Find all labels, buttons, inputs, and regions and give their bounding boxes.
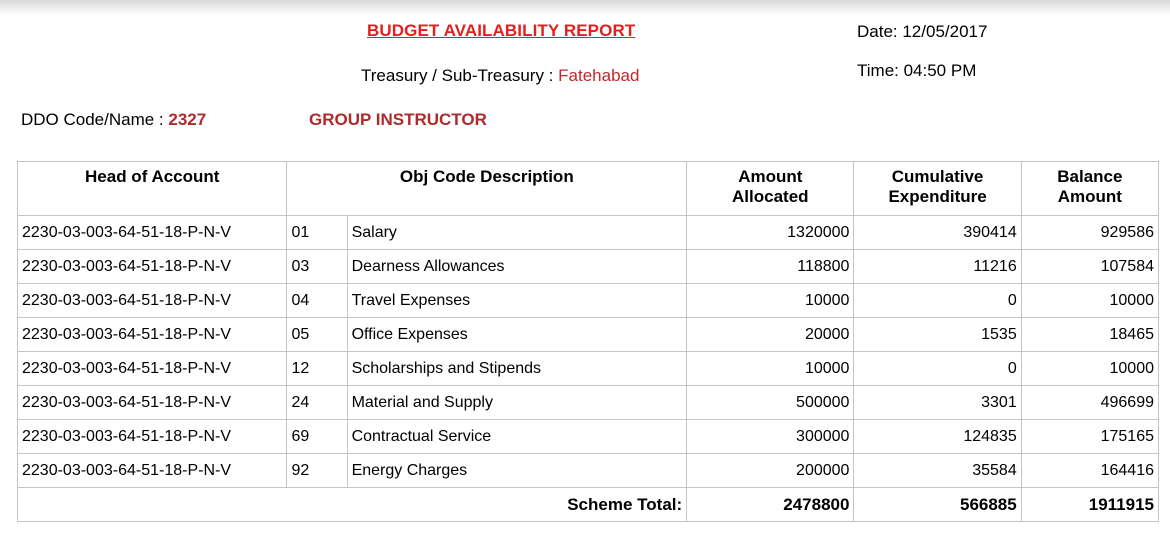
cell-cumulative-expenditure: 0 [854, 352, 1021, 386]
cell-obj-code: 01 [287, 216, 347, 250]
cell-head-of-account: 2230-03-003-64-51-18-P-N-V [18, 284, 287, 318]
cell-balance-amount: 164416 [1021, 454, 1158, 488]
report-date: Date: 12/05/2017 [857, 22, 988, 41]
cell-cumulative-expenditure: 1535 [854, 318, 1021, 352]
cell-cumulative-expenditure: 124835 [854, 420, 1021, 454]
cell-obj-code: 24 [287, 386, 347, 420]
header-balance-line1: Balance [1057, 167, 1123, 186]
cell-head-of-account: 2230-03-003-64-51-18-P-N-V [18, 250, 287, 284]
table-row [18, 284, 1159, 318]
top-shadow-divider [0, 0, 1170, 16]
table-row [18, 420, 1159, 454]
table-row [18, 352, 1159, 386]
cell-amount-allocated: 200000 [687, 454, 854, 488]
cell-description: Salary [347, 216, 687, 250]
cell-obj-code: 05 [287, 318, 347, 352]
ddo-name: GROUP INSTRUCTOR [309, 110, 487, 129]
treasury-label: Treasury / Sub-Treasury : [361, 66, 559, 85]
cell-amount-allocated: 10000 [687, 284, 854, 318]
scheme-total-label: Scheme Total: [18, 488, 687, 522]
total-cumulative-expenditure: 566885 [854, 488, 1021, 522]
cell-description: Scholarships and Stipends [347, 352, 687, 386]
cell-head-of-account: 2230-03-003-64-51-18-P-N-V [18, 386, 287, 420]
cell-balance-amount: 929586 [1021, 216, 1158, 250]
cell-balance-amount: 18465 [1021, 318, 1158, 352]
header-obj-code-description: Obj Code Description [287, 162, 687, 216]
cell-head-of-account: 2230-03-003-64-51-18-P-N-V [18, 352, 287, 386]
cell-amount-allocated: 500000 [687, 386, 854, 420]
cell-obj-code: 12 [287, 352, 347, 386]
cell-description: Energy Charges [347, 454, 687, 488]
table-row [18, 250, 1159, 284]
header-cumulative-line2: Expenditure [888, 187, 987, 206]
budget-table [17, 161, 1159, 522]
cell-amount-allocated: 20000 [687, 318, 854, 352]
header-balance-line2: Amount [1057, 187, 1122, 206]
ddo-label: DDO Code/Name : [21, 110, 169, 129]
ddo-line [21, 110, 206, 130]
table-row [18, 318, 1159, 352]
cell-cumulative-expenditure: 0 [854, 284, 1021, 318]
cell-balance-amount: 175165 [1021, 420, 1158, 454]
table-header-row [18, 162, 1159, 216]
header-cumulative-expenditure [854, 162, 1021, 216]
cell-balance-amount: 10000 [1021, 284, 1158, 318]
cell-description: Office Expenses [347, 318, 687, 352]
cell-cumulative-expenditure: 3301 [854, 386, 1021, 420]
cell-head-of-account: 2230-03-003-64-51-18-P-N-V [18, 420, 287, 454]
cell-amount-allocated: 1320000 [687, 216, 854, 250]
cell-amount-allocated: 118800 [687, 250, 854, 284]
cell-head-of-account: 2230-03-003-64-51-18-P-N-V [18, 216, 287, 250]
cell-balance-amount: 107584 [1021, 250, 1158, 284]
table-row [18, 216, 1159, 250]
cell-obj-code: 92 [287, 454, 347, 488]
total-balance-amount: 1911915 [1021, 488, 1158, 522]
cell-description: Travel Expenses [347, 284, 687, 318]
cell-cumulative-expenditure: 35584 [854, 454, 1021, 488]
cell-obj-code: 69 [287, 420, 347, 454]
cell-head-of-account: 2230-03-003-64-51-18-P-N-V [18, 318, 287, 352]
scheme-total-row [18, 488, 1159, 522]
header-amount-allocated-line1: Amount [738, 167, 803, 186]
treasury-value: Fatehabad [558, 66, 640, 85]
cell-amount-allocated: 300000 [687, 420, 854, 454]
table-row [18, 454, 1159, 488]
cell-description: Dearness Allowances [347, 250, 687, 284]
cell-description: Material and Supply [347, 386, 687, 420]
cell-amount-allocated: 10000 [687, 352, 854, 386]
header-head-of-account: Head of Account [18, 162, 287, 216]
cell-cumulative-expenditure: 11216 [854, 250, 1021, 284]
table-row [18, 386, 1159, 420]
header-cumulative-line1: Cumulative [891, 167, 984, 186]
cell-obj-code: 04 [287, 284, 347, 318]
report-time: Time: 04:50 PM [857, 61, 977, 80]
cell-balance-amount: 496699 [1021, 386, 1158, 420]
cell-obj-code: 03 [287, 250, 347, 284]
cell-balance-amount: 10000 [1021, 352, 1158, 386]
report-title: BUDGET AVAILABILITY REPORT [367, 21, 636, 40]
header-balance-amount [1021, 162, 1158, 216]
cell-head-of-account: 2230-03-003-64-51-18-P-N-V [18, 454, 287, 488]
treasury-line [361, 66, 639, 86]
cell-cumulative-expenditure: 390414 [854, 216, 1021, 250]
header-amount-allocated [687, 162, 854, 216]
ddo-code: 2327 [168, 110, 207, 129]
total-amount-allocated: 2478800 [687, 488, 854, 522]
cell-description: Contractual Service [347, 420, 687, 454]
header-amount-allocated-line2: Allocated [732, 187, 809, 206]
